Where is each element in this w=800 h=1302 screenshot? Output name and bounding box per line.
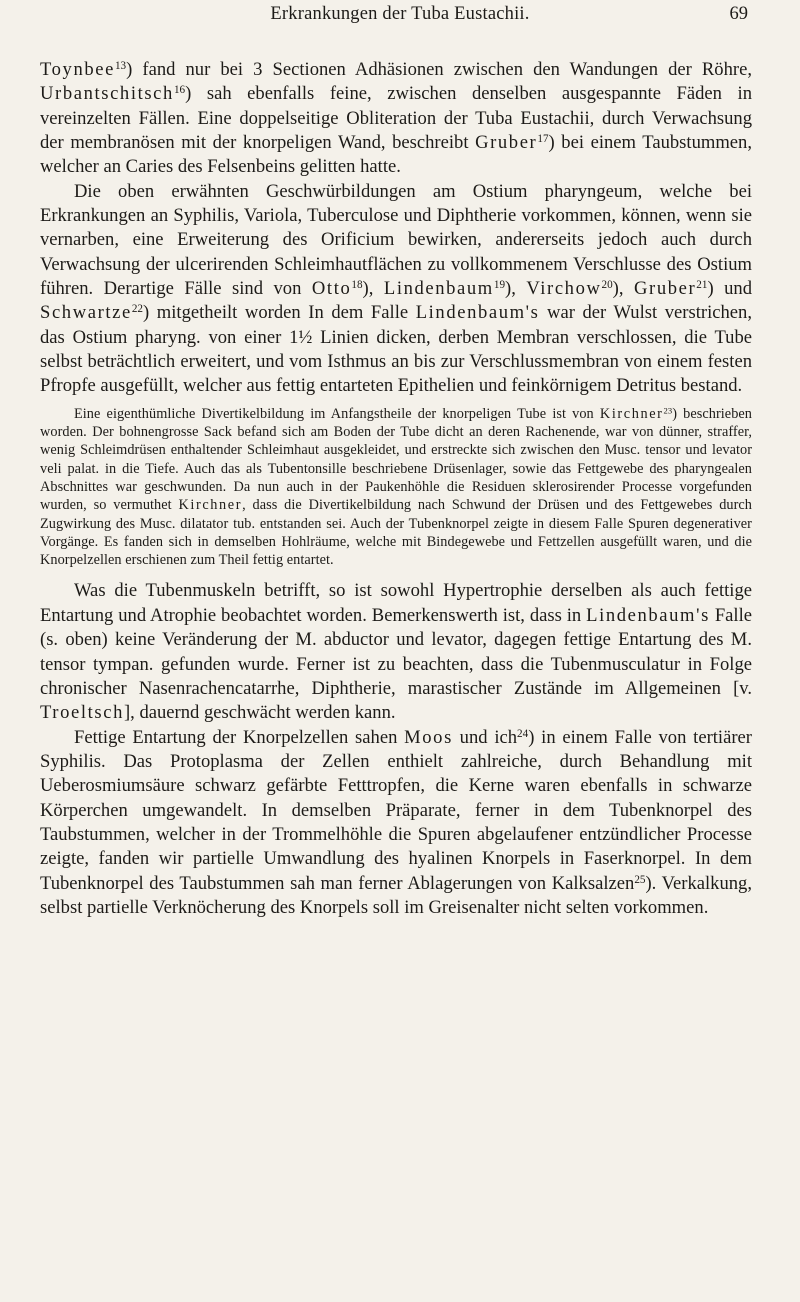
text-run: Die oben erwähnten Geschwürbildungen am Ostium pharyngeum, welche bei Erkrankungen an Syphilis, Variola, Tuberculose und Diphtherie vorkommen, können, wenn sie vernarben, eine Erweiterung des Orificium bewirken, andererseits jedoch auch durch Verwachsung der ulcerirenden Schleimhautflächen zu vollkommenem Verschlusse des Ostium führen. Derartige Fälle sind von [40, 180, 752, 300]
text-run: ) sah ebenfalls feine, zwischen denselben ausgespannte Fäden in vereinzelten Fällen. Eine doppelseitige Obliteration der Tuba Eustachii, durch Verwachsung der membranösen mit der knorpeligen Wand, beschreibt [40, 83, 752, 154]
author-name: Gruber [634, 278, 697, 300]
text-run: ], dauernd geschwächt werden kann. [123, 702, 396, 724]
text-run: ), [505, 278, 527, 300]
text-run: ). Verkalkung, selbst partielle Verknöcherung des Knorpels soll im Greisenalter nicht selten vorkommen. [40, 872, 752, 918]
text-run: war der Wulst verstrichen, das Ostium pharyng. von einer 1½ Linien dicken, derben Membran verschlossen, die Tube selbst beträchtlich erweitert, und vom Isthmus an bis zur Verschlussmembran von einem festen Pfropfe ausgefüllt, welcher aus fettig entarteten Epithelien und feinkörnigem Detritus bestand. [40, 302, 752, 397]
paragraph-block [40, 58, 752, 180]
text-run: Falle (s. oben) keine Veränderung der M. abductor und levator, dagegen fettige Entartung des M. tensor tympan. gefunden wurde. Ferner ist zu beachten, dass die Tubenmusculatur in Folge chronischer Nasenrachencatarrhe, Diphtherie, marastischer Zustände im Allgemeinen [v. [40, 604, 752, 699]
text-run: ), [612, 278, 635, 300]
footnote-ref: 18 [351, 278, 363, 291]
paragraph [40, 180, 752, 399]
page-number: 69 [729, 4, 748, 24]
footnote-ref: 16 [173, 84, 186, 97]
author-name: Urbantschitsch [40, 83, 174, 105]
paragraph-block [40, 579, 752, 725]
text-run: ) bei einem Taubstummen, welcher an Caries des Felsenbeins gelitten hatte. [40, 132, 752, 178]
author-name: Lindenbaum's [586, 604, 710, 626]
footnote-ref: 25 [634, 873, 646, 886]
text-run: Eine eigenthümliche Divertikelbildung im Anfangstheile der knorpeligen Tube ist von [74, 405, 600, 422]
author-name: Troeltsch [40, 702, 124, 724]
paragraph [40, 58, 752, 180]
footnote-ref: 20 [601, 278, 613, 291]
body-text [40, 58, 752, 920]
text-run: ) und [707, 278, 753, 300]
text-run: Was die Tubenmuskeln betrifft, so ist sowohl Hypertrophie derselben als auch fettige Entartung und Atrophie beobachtet worden. Bemerkenswerth ist, dass in [40, 580, 752, 626]
small-print-paragraph [40, 405, 752, 570]
author-name: Lindenbaum [383, 278, 494, 300]
author-name: Kirchner [599, 405, 664, 422]
text-run: ) mitgetheilt worden In dem Falle [143, 302, 416, 324]
author-name: Otto [311, 278, 352, 300]
footnote-ref: 17 [537, 132, 549, 145]
author-name: Lindenbaum's [415, 302, 540, 324]
text-run: ) beschrieben worden. Der bohnengrosse Sack befand sich am Boden der Tube dicht an deren Rachenende, war von dünner, straffer, wenig Schleimdrüsen enthaltender Schleimhaut ausgekleidet, und erstreckte sich zwischen den Musc. tensor und levator veli palat. in die Tiefe. Auch das als Tubentonsille beschriebene Drüsenlager, sowie das Fettgewebe des pharyngealen Abschnittes war geschwunden. Da nun auch in der Paukenhöhle die Residuen sklerosirender Processe vorgefunden wurden, so vermuthet [40, 405, 752, 514]
footnote-ref: 24 [517, 727, 529, 740]
footnote-block [40, 405, 752, 570]
paragraph-block [40, 180, 752, 399]
author-name: Schwartze [40, 302, 132, 324]
footnote-ref: 19 [493, 278, 506, 291]
footnote-ref: 21 [696, 278, 708, 291]
text-run: , dass die Divertikelbildung nach Schwund der Drüsen und des Fettgewebes durch Zugwirkung des Musc. dilatator tub. entstanden sei. Auch der Tubenknorpel zeigte in diesem Falle Spuren degenerativer Vorgänge. Es fanden sich in demselben Hohlräume, welche mit Bindegewebe und Fettzellen ausgefüllt waren, und die Knorpelzellen erschienen zum Theil fettig entartet. [40, 497, 753, 569]
author-name: Toynbee [40, 59, 115, 80]
footnote-ref: 13 [114, 59, 127, 72]
text-run: ) in einem Falle von tertiärer Syphilis. Das Protoplasma der Zellen enthielt zahlreiche, durch Behandlung mit Ueberosmiumsäure schwarz gefärbte Fetttropfen, die Kerne waren ebenfalls in schwarze Körperchen umgewandelt. In demselben Präparate, ferner in dem Tubenknorpel des Taubstummen, welcher in der Trommelhöhle die Spuren abgelaufener entzündlicher Processe zeigte, fanden wir partielle Umwandlung des hyalinen Knorpels in Faserknorpel. In dem Tubenknorpel des Taubstummen sah man ferner Ablagerungen von Kalksalzen [40, 726, 752, 894]
author-name: Moos [404, 726, 453, 748]
footnote-ref: 23 [663, 405, 673, 416]
footnote-ref: 22 [131, 303, 143, 316]
text-run: Fettige Entartung der Knorpelzellen sahen [74, 726, 405, 748]
paragraph [40, 579, 752, 725]
author-name: Gruber [475, 132, 538, 154]
text-run: und ich [452, 726, 518, 748]
text-run: ), [362, 278, 384, 300]
author-name: Kirchner [178, 497, 243, 514]
page-header [0, 4, 800, 34]
author-name: Virchow [526, 278, 602, 300]
paragraph [40, 726, 752, 921]
text-run: ) fand nur bei 3 Sectionen Adhäsionen zwischen den Wandungen der Röhre, [126, 59, 752, 80]
running-title: Erkrankungen der Tuba Eustachii. [270, 4, 530, 24]
paragraph-block [40, 726, 752, 921]
